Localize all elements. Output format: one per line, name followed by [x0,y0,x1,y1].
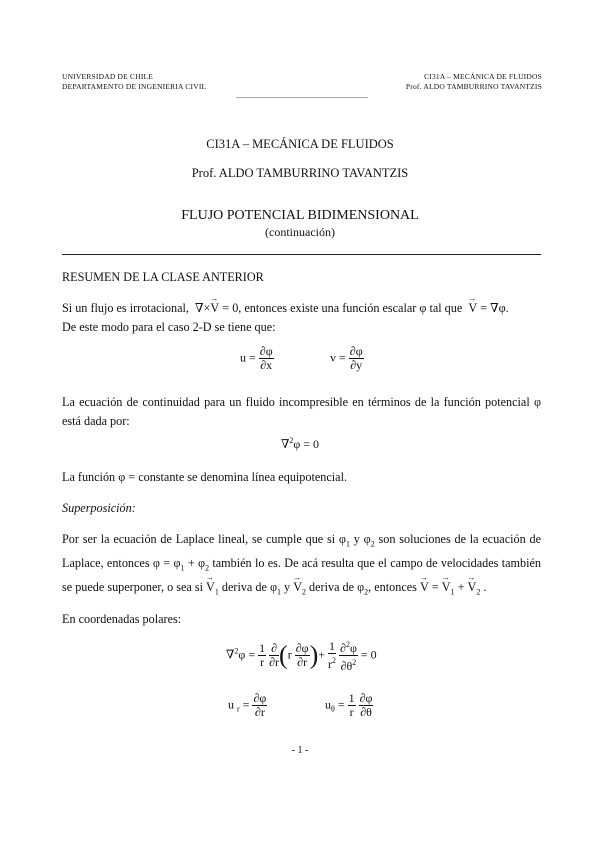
document-title: FLUJO POTENCIAL BIDIMENSIONAL [181,208,419,223]
paragraph-superposition: Por ser la ecuación de Laplace lineal, se cumple que si $\varphi_1$ y $\varphi_2$ son soluciones de la ecuación de Laplace, entonces $\varphi = \varphi_1 + \varphi_2$ también lo es. De acá resulta que el campo de velocidades también se puede superponer, o sea si → $V_1$ deriva de $\varphi_1$ $y \to V_2$ deriva de $\varphi_2$, entonces → V = → $V_1$ + → $V_2$ . [62,530,541,602]
professor-name: Prof. ALDO TAMBURRINO TAVANTZIS [191,166,409,180]
equation-laplace: ∇$^2$φ = 0 [280,436,320,451]
equation-utheta: $u_\theta$ = $\frac{1}{r}$ $\frac{\partial\varphi}{\partial\theta}$ [325,691,373,719]
equation-polar-laplace: ∇$^2$φ = $\frac{1}{r}$ $\frac{\partial}{\partial r}$ (r $\frac{\partial\varphi}{\partial r}$ )+ $\frac{1}{r^2}$ $\frac{\partial^2\varphi}{\partial\theta^2}$ = 0 [226,639,377,673]
equation-v: v = $\frac{\partial\varphi}{\partial y}$ [330,344,363,372]
course-title: CI31A – MECÁNICA DE FLUIDOS [206,137,394,151]
header-left [62,72,206,92]
page-number: - 1 - [291,745,309,756]
equation-u: u = $\frac{\partial\varphi}{\partial x}$ [240,344,273,372]
header-divider [236,97,368,98]
university-name: UNIVERSIDAD DE CHILE [62,72,154,81]
course-code-header: CI31A – MECÁNICA DE FLUIDOS [424,72,542,81]
professor-header: Prof. ALDO TAMBURRINO TAVANTZIS [405,82,542,91]
paragraph-equipotential: La función φ = constante se denomina línea equipotencial. [62,470,348,484]
paragraph-polar: En coordenadas polares: [62,612,182,626]
section-heading-resumen: RESUMEN DE LA CLASE ANTERIOR [62,270,264,284]
document-subtitle: (continuación) [265,225,335,239]
paragraph-continuity: La ecuación de continuidad para un fluido incompresible en términos de la función potencial φ está dada por: [62,395,541,428]
department-name: DEPARTAMENTO DE INGENIERIA CIVIL [62,82,207,91]
equation-ur: u $_r$ = $\frac{\partial\varphi}{\partial r}$ [228,691,267,719]
section-heading-superposicion: Superposición: [62,501,136,515]
paragraph-irrotational: Si un flujo es irrotacional, ∇×→ V = 0, entonces existe una función escalar φ tal que → V = ∇φ. De este modo para el caso 2-D se tiene que: [62,299,541,336]
title-divider [62,254,541,255]
header-right [406,72,542,92]
